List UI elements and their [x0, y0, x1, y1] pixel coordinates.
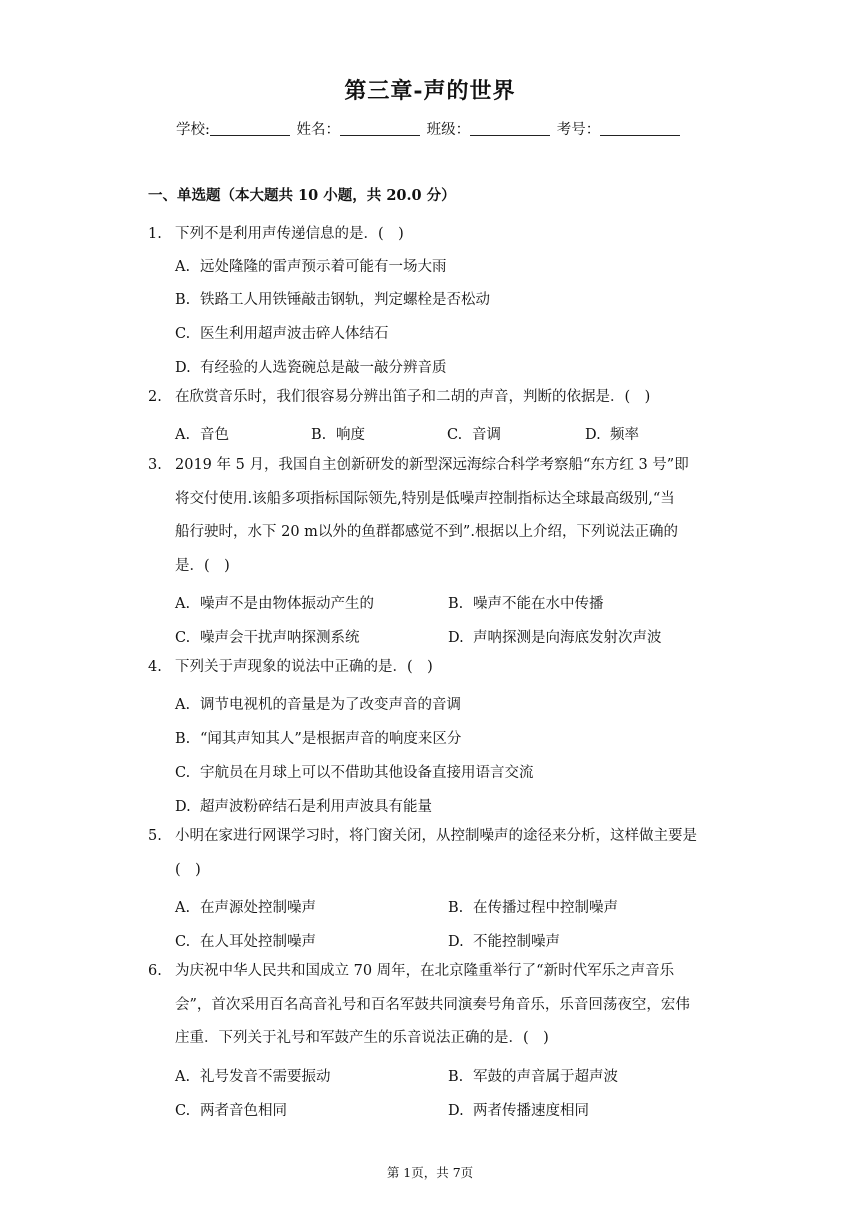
- option-text: 有经验的人选瓷碗总是敲一敲分辨音质: [200, 360, 447, 376]
- option-text: 礼号发音不需要振动: [200, 1069, 331, 1085]
- option-3a[interactable]: [175, 592, 374, 613]
- question-text: [175, 449, 728, 583]
- option-1b[interactable]: [175, 288, 490, 309]
- question-number: 2.: [148, 389, 162, 405]
- option-text: 宇航员在月球上可以不借助其他设备直接用语言交流: [200, 765, 534, 781]
- option-letter: A.: [175, 697, 191, 713]
- question-text: 在欣赏音乐时，我们很容易分辨出笛子和二胡的声音，判断的依据是．( ): [175, 389, 651, 405]
- option-letter: C.: [175, 765, 191, 781]
- question-5: [148, 820, 728, 887]
- option-letter: B.: [175, 292, 191, 308]
- question-text: [175, 820, 728, 887]
- option-text: 噪声不是由物体振动产生的: [200, 596, 374, 612]
- option-letter: B.: [448, 900, 464, 916]
- option-2a[interactable]: [175, 423, 229, 444]
- option-text: 医生利用超声波击碎人体结石: [200, 326, 389, 342]
- option-2b[interactable]: [311, 423, 365, 444]
- option-5a[interactable]: [175, 896, 316, 917]
- option-letter: A.: [175, 900, 191, 916]
- question-number: 6.: [148, 963, 162, 979]
- option-text: 调节电视机的音量是为了改变声音的音调: [200, 697, 461, 713]
- question-3: [148, 449, 728, 583]
- question-text-line: 庄重．下列关于礼号和军鼓产生的乐音说法正确的是．( ): [175, 1030, 549, 1046]
- option-1c[interactable]: [175, 322, 389, 343]
- question-2: [148, 381, 728, 415]
- class-blank[interactable]: [470, 121, 550, 136]
- option-text: 在人耳处控制噪声: [200, 934, 316, 950]
- option-letter: D.: [448, 630, 464, 646]
- option-text: 在传播过程中控制噪声: [473, 900, 618, 916]
- section-heading: 一、单选题（本大题共 10 小题，共 20.0 分）: [148, 187, 456, 204]
- option-5c[interactable]: [175, 930, 316, 951]
- option-letter: B.: [175, 731, 191, 747]
- question-number: 1.: [148, 226, 162, 242]
- option-text: 在声源处控制噪声: [200, 900, 316, 916]
- option-letter: C.: [175, 1103, 191, 1119]
- option-3c[interactable]: [175, 626, 360, 647]
- option-text: 远处隆隆的雷声预示着可能有一场大雨: [200, 259, 447, 275]
- question-number: 4.: [148, 659, 162, 675]
- question-text-line: 会”，首次采用百名高音礼号和百名军鼓共同演奏号角音乐，乐音回荡夜空，宏伟: [175, 996, 690, 1013]
- question-text-line: 将交付使用.该船多项指标国际领先,特别是低噪声控制指标达全球最高级别,“当: [175, 490, 675, 507]
- option-letter: A.: [175, 596, 191, 612]
- class-label: 班级：: [426, 122, 471, 138]
- question-6: [148, 955, 728, 1056]
- question-text-line: 2019 年 5 月，我国自主创新研发的新型深远海综合科学考察船“东方红 3 号”即: [175, 457, 689, 473]
- option-4b[interactable]: [175, 727, 461, 748]
- question-text: [175, 955, 728, 1056]
- question-4: [148, 651, 728, 685]
- option-3d[interactable]: [448, 626, 662, 647]
- option-1a[interactable]: [175, 255, 447, 276]
- option-text: 频率: [610, 427, 639, 443]
- option-text: 响度: [336, 427, 365, 443]
- option-letter: A.: [175, 259, 191, 275]
- option-6b[interactable]: [448, 1065, 618, 1086]
- option-6d[interactable]: [448, 1099, 589, 1120]
- option-2d[interactable]: [585, 423, 639, 444]
- option-letter: D.: [175, 360, 191, 376]
- option-letter: B.: [448, 1069, 464, 1085]
- question-text-line: 是．( ): [175, 557, 230, 574]
- option-4c[interactable]: [175, 761, 534, 782]
- name-blank[interactable]: [340, 121, 420, 136]
- number-label: 考号：: [556, 122, 601, 138]
- option-text: 音调: [472, 427, 501, 443]
- option-3b[interactable]: [448, 592, 604, 613]
- question-text-line: ( ): [175, 861, 201, 878]
- page-footer: 第 1页，共 7页: [386, 1165, 474, 1180]
- option-1d[interactable]: [175, 356, 447, 377]
- option-text: 音色: [200, 427, 229, 443]
- school-blank[interactable]: [210, 121, 290, 136]
- option-letter: D.: [175, 799, 191, 815]
- option-letter: D.: [448, 1103, 464, 1119]
- option-text: 两者传播速度相同: [473, 1103, 589, 1119]
- question-text: 下列关于声现象的说法中正确的是．( ): [175, 659, 433, 675]
- option-text: 声呐探测是向海底发射次声波: [473, 630, 662, 646]
- question-text: 下列不是利用声传递信息的是．( ): [175, 226, 404, 242]
- option-text: 军鼓的声音属于超声波: [473, 1069, 618, 1085]
- option-text: 噪声不能在水中传播: [473, 596, 604, 612]
- option-text: “闻其声知其人”是根据声音的响度来区分: [200, 731, 462, 747]
- option-letter: B.: [311, 427, 327, 443]
- option-letter: B.: [448, 596, 464, 612]
- question-number: 3.: [148, 457, 162, 473]
- option-4d[interactable]: [175, 795, 432, 816]
- option-letter: D.: [585, 427, 601, 443]
- option-text: 不能控制噪声: [473, 934, 560, 950]
- question-1: [148, 218, 728, 252]
- option-4a[interactable]: [175, 693, 461, 714]
- option-letter: D.: [448, 934, 464, 950]
- option-6a[interactable]: [175, 1065, 331, 1086]
- page-title: 第三章-声的世界: [344, 78, 516, 104]
- question-text-line: 小明在家进行网课学习时，将门窗关闭，从控制噪声的途径来分析，这样做主要是: [175, 828, 697, 844]
- question-number: 5.: [148, 828, 162, 844]
- option-letter: A.: [175, 1069, 191, 1085]
- option-5b[interactable]: [448, 896, 618, 917]
- question-text-line: 船行驶时，水下 20 m以外的鱼群都感觉不到”.根据以上介绍，下列说法正确的: [175, 524, 678, 540]
- option-text: 噪声会干扰声呐探测系统: [200, 630, 360, 646]
- option-letter: C.: [175, 630, 191, 646]
- student-info-line: [176, 118, 682, 139]
- option-letter: C.: [447, 427, 463, 443]
- option-text: 铁路工人用铁锤敲击钢轨，判定螺栓是否松动: [200, 292, 490, 308]
- number-blank[interactable]: [600, 121, 680, 136]
- name-label: 姓名：: [296, 122, 340, 138]
- option-text: 超声波粉碎结石是利用声波具有能量: [200, 799, 432, 815]
- school-label: 学校:: [176, 122, 210, 138]
- option-text: 两者音色相同: [200, 1103, 287, 1119]
- option-2c[interactable]: [447, 423, 501, 444]
- option-6c[interactable]: [175, 1099, 287, 1120]
- option-letter: C.: [175, 326, 191, 342]
- option-5d[interactable]: [448, 930, 560, 951]
- option-letter: A.: [175, 427, 191, 443]
- question-text-line: 为庆祝中华人民共和国成立 70 周年，在北京隆重举行了“新时代军乐之声音乐: [175, 963, 675, 979]
- option-letter: C.: [175, 934, 191, 950]
